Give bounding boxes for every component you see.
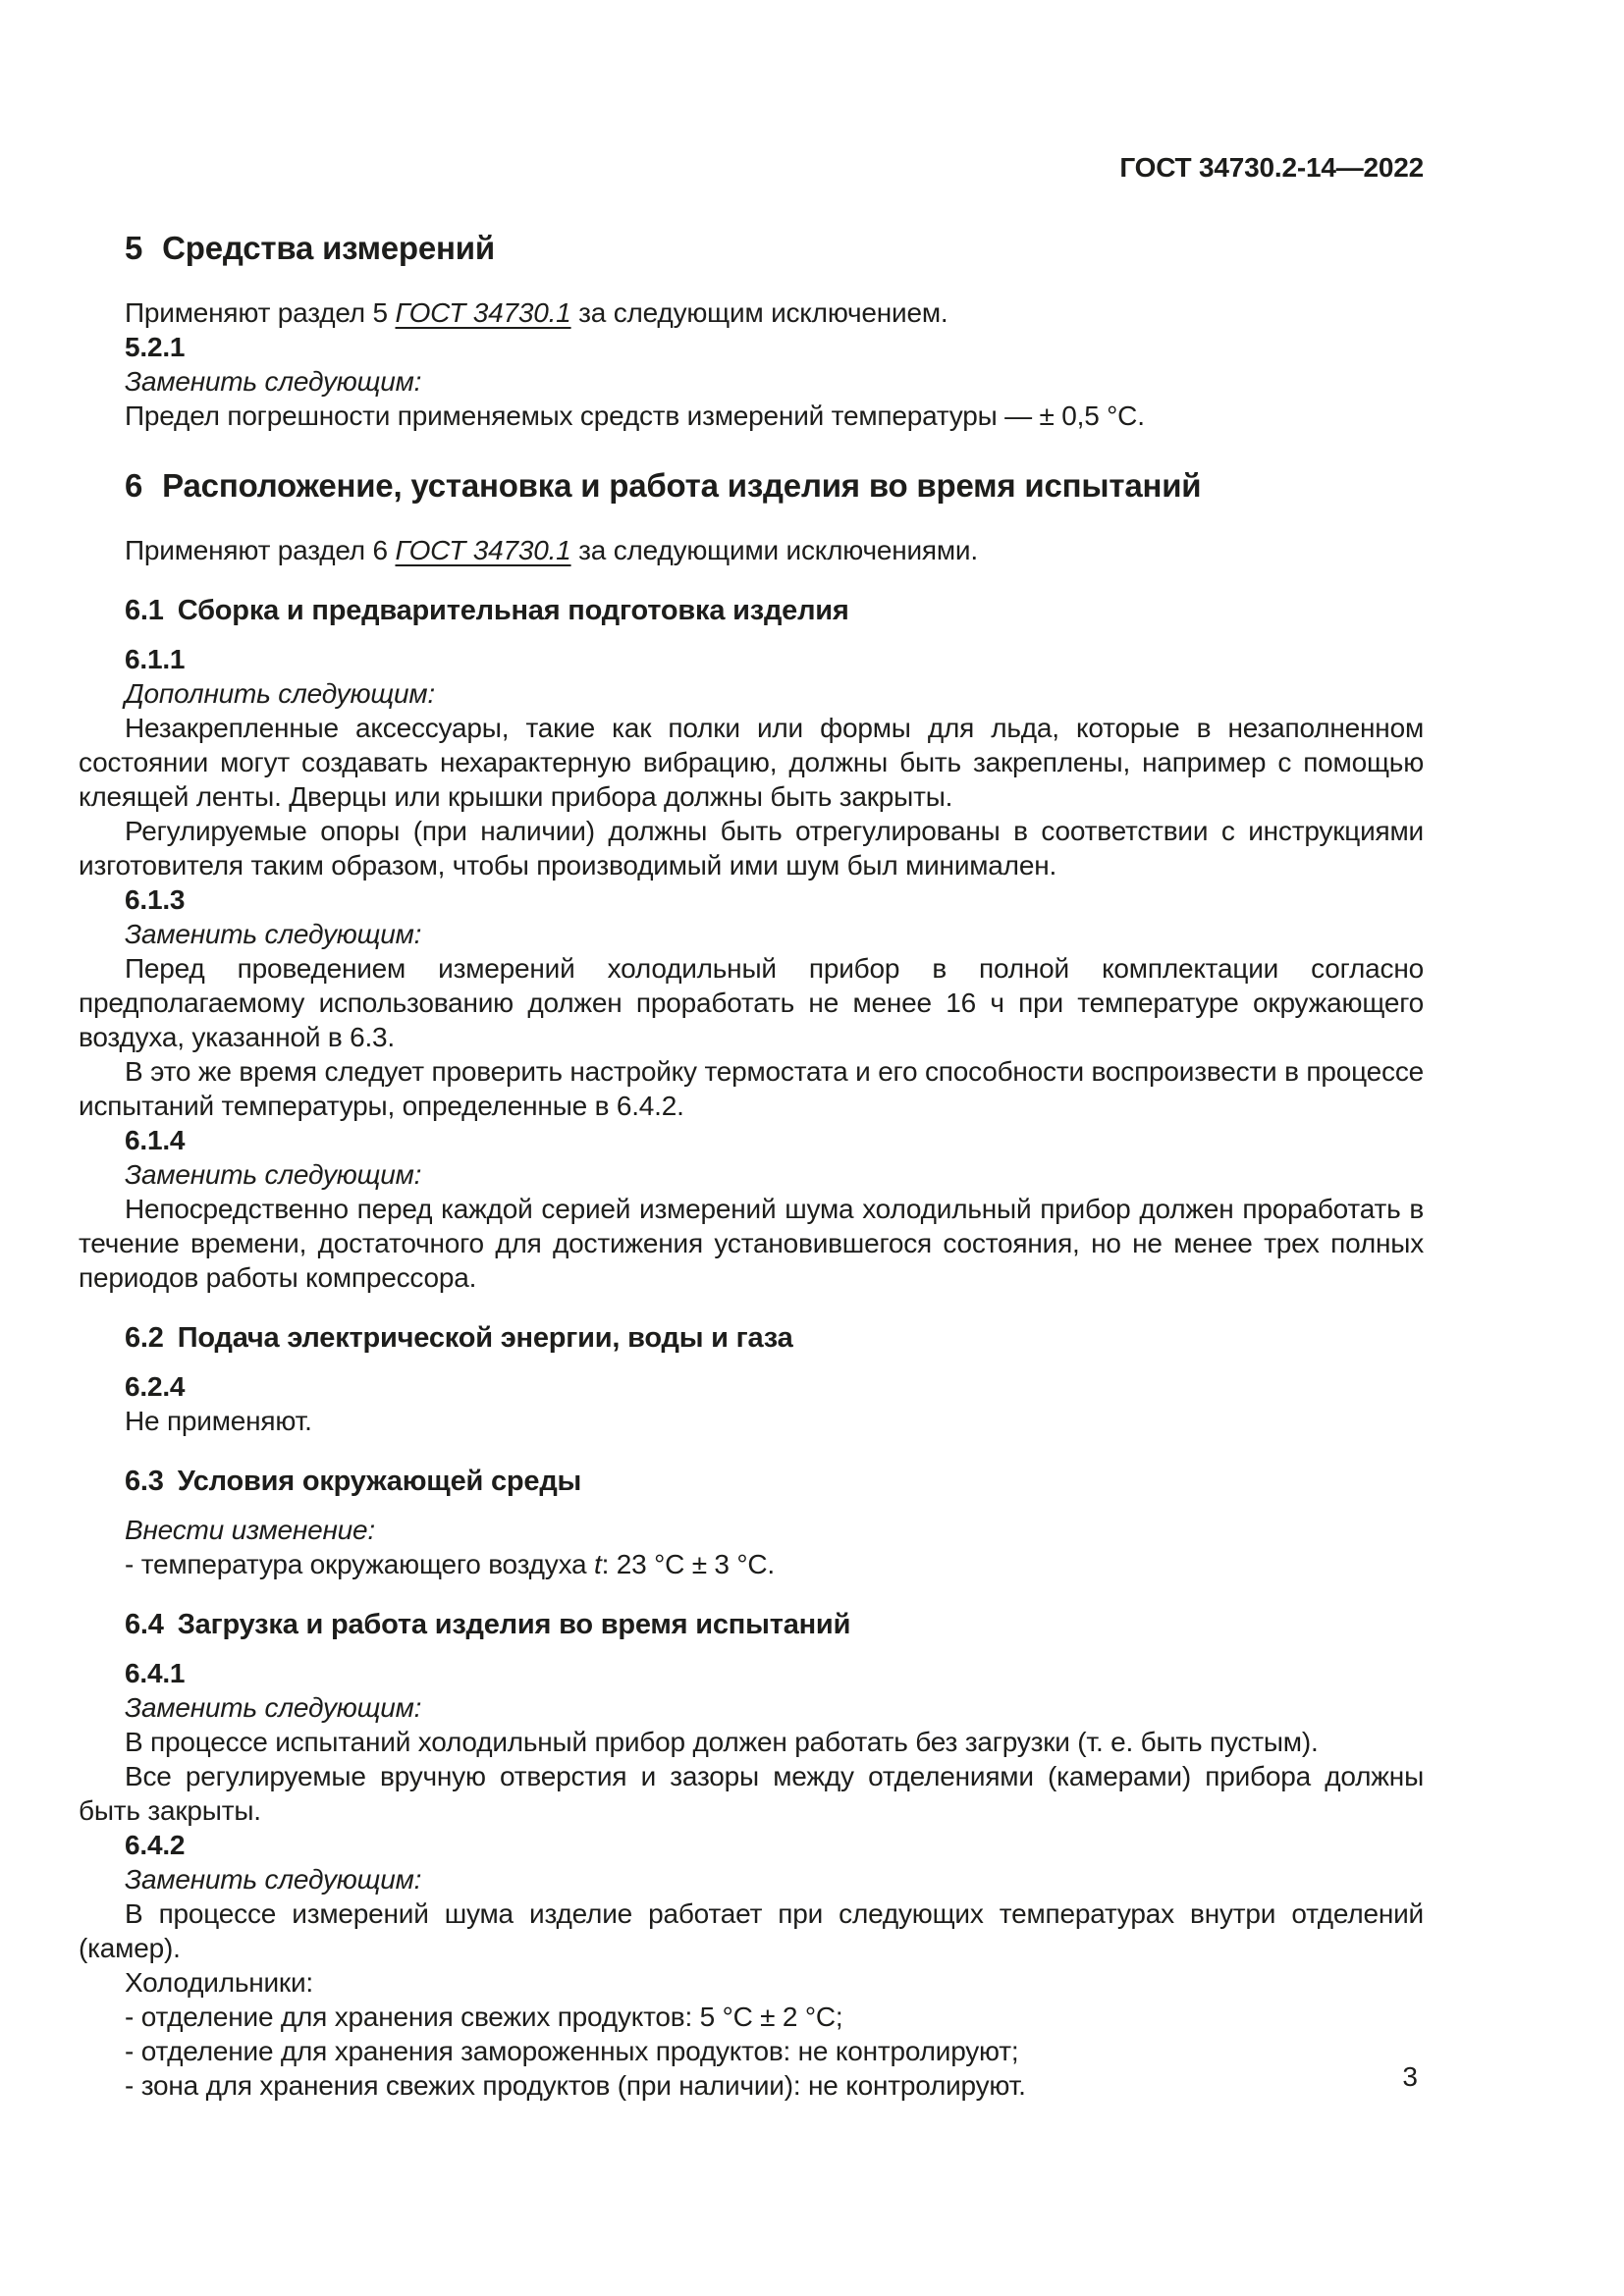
paragraph: В процессе измерений шума изделие работает при следующих температурах внутри отделений (камер).	[79, 1898, 1424, 1963]
section-heading-6.1	[79, 593, 1424, 628]
heading-number: 6.3	[125, 1466, 164, 1497]
list-item: - отделение для хранения свежих продуктов: 5 °С ± 2 °С;	[125, 2002, 843, 2032]
paragraph: Регулируемые опоры (при наличии) должны быть отрегулированы в соответствии с инструкциями изготовителя таким образом, чтобы производимый ими шум был минимален.	[79, 816, 1424, 881]
instruction-line: Заменить следующим:	[125, 919, 422, 949]
section-heading-6.4	[79, 1607, 1424, 1642]
instruction-line: Заменить следующим:	[125, 1159, 422, 1190]
list-item: - зона для хранения свежих продуктов (при наличии): не контролируют.	[125, 2070, 1026, 2101]
instruction-line: Дополнить следующим:	[125, 678, 435, 709]
text-segment: - температура окружающего воздуха	[125, 1549, 595, 1579]
heading-number: 6.2	[125, 1322, 164, 1354]
gost-reference-link[interactable]: ГОСТ 34730.1	[395, 535, 571, 565]
list-item	[79, 1547, 1424, 1581]
heading-title: Сборка и предварительная подготовка изделия	[177, 595, 849, 626]
paragraph	[79, 295, 1424, 330]
paragraph: Не применяют.	[125, 1406, 312, 1436]
text-segment: : 23 °С ± 3 °С.	[601, 1549, 775, 1579]
clause-number: 6.1.4	[125, 1125, 186, 1155]
heading-number: 6	[125, 467, 143, 504]
text-segment: за следующими исключениями.	[570, 535, 978, 565]
text-segment: Применяют раздел 6	[125, 535, 396, 565]
text-segment: t	[594, 1549, 602, 1579]
gost-reference-link[interactable]: ГОСТ 34730.1	[395, 297, 571, 328]
clause-number: 6.4.2	[125, 1830, 186, 1860]
paragraph: Перед проведением измерений холодильный прибор в полной комплектации согласно предполагаемому использованию должен проработать не менее 16 ч при температуре окружающего воздуха, указанной в 6.3.	[79, 953, 1424, 1052]
clause-number: 6.2.4	[125, 1371, 186, 1402]
heading-title: Средства измерений	[162, 230, 495, 266]
heading-title: Расположение, установка и работа изделия во время испытаний	[162, 467, 1202, 504]
clause-number: 6.1.1	[125, 644, 186, 674]
paragraph	[79, 533, 1424, 567]
text-segment: Применяют раздел 5	[125, 297, 396, 328]
paragraph: Холодильники:	[125, 1967, 314, 1998]
instruction-line: Заменить следующим:	[125, 366, 422, 397]
page-number: 3	[1402, 2061, 1418, 2092]
paragraph: Непосредственно перед каждой серией измерений шума холодильный прибор должен проработать в течение времени, достаточного для достижения установившегося состояния, но не менее трех полных периодов работы компрессора.	[79, 1194, 1424, 1293]
text-segment: за следующим исключением.	[570, 297, 948, 328]
document-content	[79, 195, 1424, 2103]
instruction-line: Заменить следующим:	[125, 1864, 422, 1895]
heading-number: 6.4	[125, 1609, 164, 1640]
paragraph: В процессе испытаний холодильный прибор должен работать без загрузки (т. е. быть пустым).	[125, 1727, 1319, 1757]
section-heading-6.3	[79, 1464, 1424, 1499]
clause-number: 5.2.1	[125, 332, 186, 362]
document-code-header: ГОСТ 34730.2-14—2022	[1119, 152, 1424, 183]
section-heading-6	[79, 466, 1424, 506]
paragraph: Предел погрешности применяемых средств измерений температуры — ± 0,5 °С.	[125, 400, 1145, 431]
instruction-line: Заменить следующим:	[125, 1692, 422, 1723]
clause-number: 6.4.1	[125, 1658, 186, 1688]
heading-number: 5	[125, 230, 143, 266]
heading-title: Загрузка и работа изделия во время испытаний	[177, 1609, 851, 1640]
heading-number: 6.1	[125, 595, 164, 626]
section-heading-6.2	[79, 1320, 1424, 1356]
list-item: - отделение для хранения замороженных продуктов: не контролируют;	[125, 2036, 1019, 2066]
section-heading-5	[79, 229, 1424, 268]
heading-title: Подача электрической энергии, воды и газа	[177, 1322, 793, 1354]
paragraph: В это же время следует проверить настройку термостата и его способности воспроизвести в процессе испытаний температуры, определенные в 6.4.2.	[79, 1056, 1424, 1121]
instruction-line: Внести изменение:	[125, 1515, 375, 1545]
heading-title: Условия окружающей среды	[177, 1466, 582, 1497]
paragraph: Все регулируемые вручную отверстия и зазоры между отделениями (камерами) прибора должны быть закрыты.	[79, 1761, 1424, 1826]
clause-number: 6.1.3	[125, 884, 186, 915]
paragraph: Незакрепленные аксессуары, такие как полки или формы для льда, которые в незаполненном состоянии могут создавать нехарактерную вибрацию, должны быть закреплены, например с помощью клеящей ленты. Дверцы или крышки прибора должны быть закрыты.	[79, 713, 1424, 812]
